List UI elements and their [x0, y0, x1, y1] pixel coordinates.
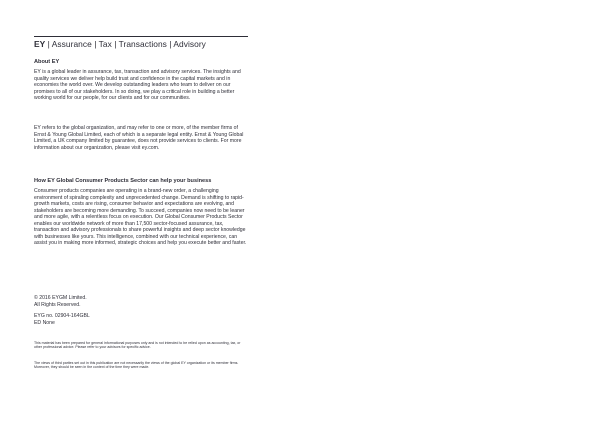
service-lines: | Assurance | Tax | Transactions | Advisory: [45, 39, 206, 49]
disclaimer-1: This material has been prepared for general informational purposes only and is not intended to be relied upon as accounting, tax, or other professional advice. Please refer to your advisors for specific advice.: [34, 341, 241, 350]
eyg-number: EYG no. 02904-164GBL: [34, 313, 90, 319]
disclaimer-2: The views of third parties set out in this publication are not necessarily the views of the global EY organization or its member firms. Moreover, they should be seen in the context of the time they were made.: [34, 361, 239, 370]
about-heading: About EY: [34, 59, 60, 65]
header-rule: [34, 36, 248, 37]
sector-paragraph: Consumer products companies are operating in a brand-new order, a challenging environment of spiraling complexity and unprecedented change. Demand is shifting to rapid-growth markets, costs are rising, consumer behavior and expectations are evolving, and stakeholders are becoming more demanding. To succeed, companies now need to be leaner and more agile, with a relentless focus on execution. Our Global Consumer Products Sector enables our worldwide network of more than 17,500 sector-focused assurance, tax, transaction and advisory professionals to share powerful insights and deep sector knowledge with businesses like yours. This intelligence, combined with our technical experience, can assist you in making more informed, strategic choices and help you execute better and faster.: [34, 188, 247, 247]
ey-brand: EY: [34, 39, 46, 49]
about-paragraph-1: EY is a global leader in assurance, tax, transaction and advisory services. The insights and quality services we deliver help build trust and confidence in the capital markets and in economies the world over. We develop outstanding leaders who team to deliver on our promises to all of our stakeholders. In so doing, we play a critical role in building a better working world for our people, for our clients and for our communities.: [34, 69, 241, 102]
service-line-header: [34, 39, 206, 49]
all-rights: All Rights Reserved.: [34, 302, 81, 308]
about-paragraph-2: EY refers to the global organization, and may refer to one or more, of the member firms of Ernst & Young Global Limited, each of which is a separate legal entity. Ernst & Young Global Limited, a UK company limited by guarantee, does not provide services to clients. For more information about our organization, please visit ey.com.: [34, 125, 244, 151]
copyright: © 2016 EYGM Limited.: [34, 295, 87, 301]
sector-heading: How EY Global Consumer Products Sector can help your business: [34, 178, 212, 184]
ed-code: ED None: [34, 320, 55, 326]
